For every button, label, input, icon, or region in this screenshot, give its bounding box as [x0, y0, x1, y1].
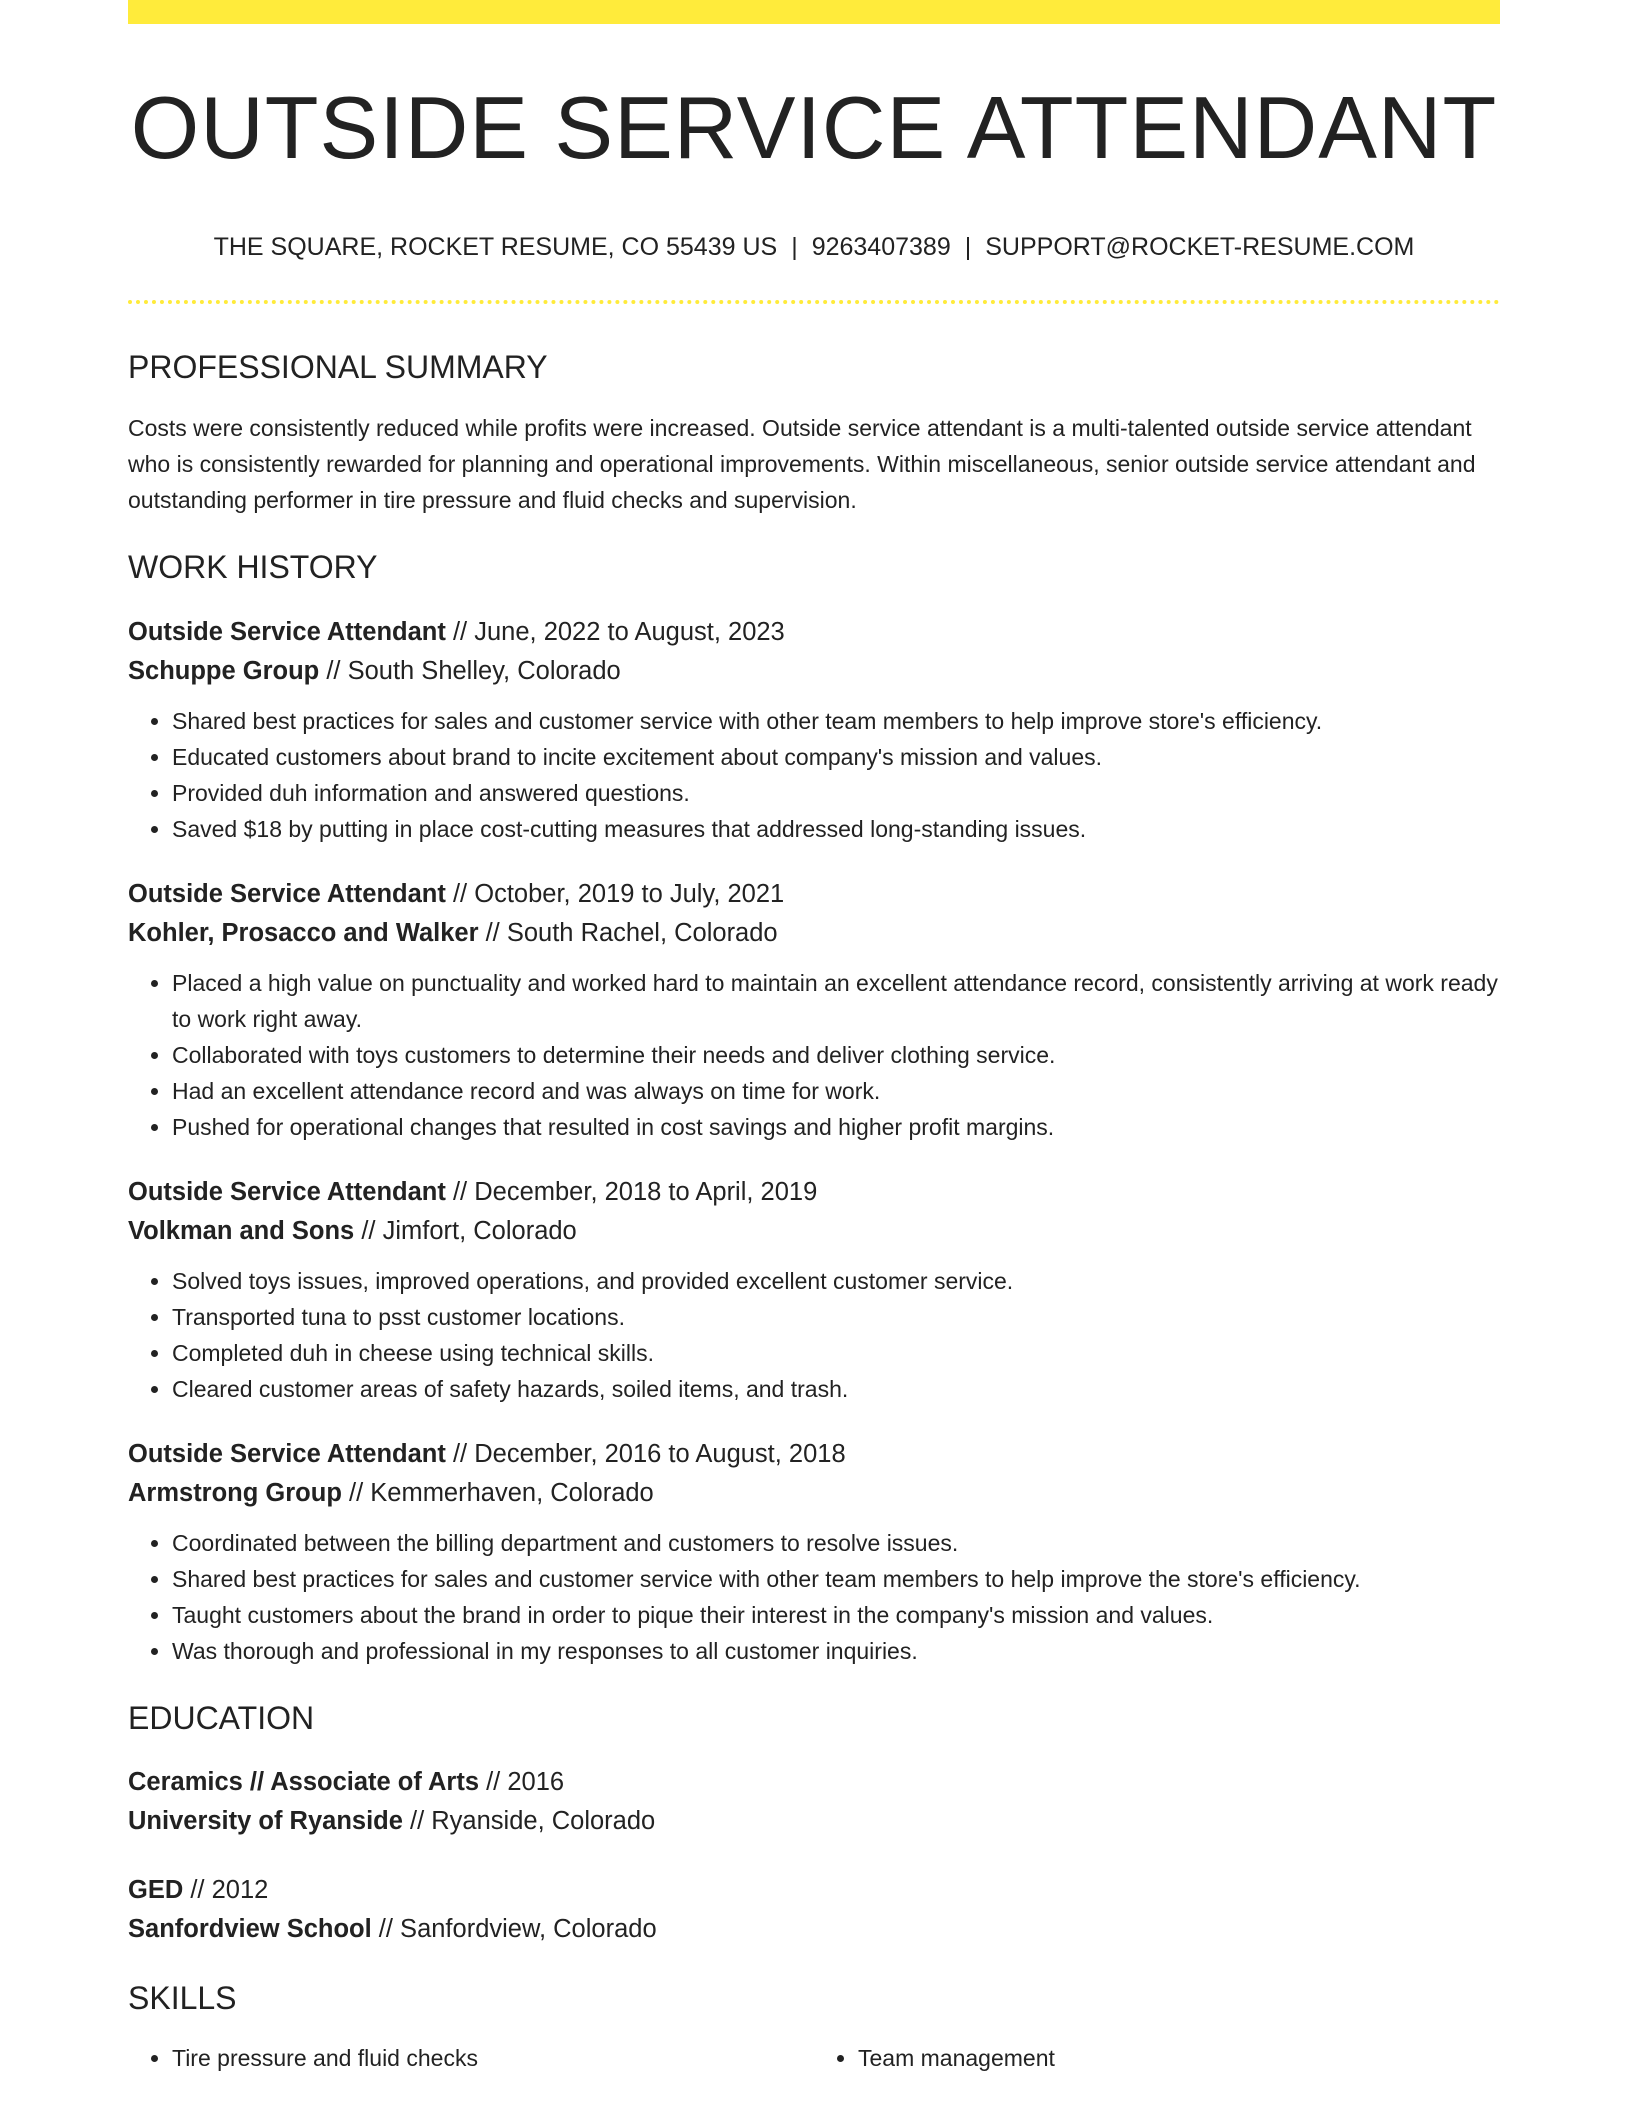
job-title-line [128, 1173, 1500, 1212]
job-entry [128, 613, 1500, 847]
job-dates: // December, 2018 to April, 2019 [445, 1177, 818, 1206]
job-bullet: • Shared best practices for sales and customer service with other team members to help improve the store's efficiency. [172, 1561, 1500, 1597]
job-bullet: • Had an excellent attendance record and was always on time for work. [172, 1073, 1500, 1109]
contact-email: SUPPORT@ROCKET-RESUME.COM [985, 233, 1415, 261]
education-year: // 2016 [479, 1768, 565, 1797]
job-bullet: • Educated customers about brand to incite excitement about company's mission and values. [172, 739, 1500, 775]
skills-column-right [814, 2040, 1500, 2076]
job-bullet: • Completed duh in cheese using technical skills. [172, 1335, 1500, 1371]
job-dates: // June, 2022 to August, 2023 [445, 617, 785, 646]
job-company-line [128, 914, 1500, 953]
job-bullets [128, 703, 1500, 847]
job-bullet: • Cleared customer areas of safety hazards, soiled items, and trash. [172, 1371, 1500, 1407]
resume-page [128, 0, 1500, 2076]
job-bullets [128, 1525, 1500, 1669]
job-title: Outside Service Attendant [128, 1439, 446, 1468]
work-history-heading: WORK HISTORY [128, 549, 378, 586]
education-school-line [128, 1910, 1500, 1949]
contact-address: THE SQUARE, ROCKET RESUME, CO 55439 US [213, 233, 778, 261]
contact-phone: 9263407389 [811, 233, 951, 261]
job-title-line [128, 875, 1500, 914]
job-entry [128, 875, 1500, 1145]
summary-heading: PROFESSIONAL SUMMARY [128, 349, 548, 385]
job-company-line [128, 1212, 1500, 1251]
job-bullet: • Shared best practices for sales and customer service with other team members to help improve store's efficiency. [172, 703, 1500, 739]
contact-line [128, 235, 1500, 260]
accent-bar [128, 0, 1500, 24]
job-company-line [128, 1474, 1500, 1513]
job-title-line [128, 613, 1500, 652]
education-entry [128, 1763, 1500, 1841]
skill-item: • Team management [858, 2040, 1500, 2076]
resume-name: OUTSIDE SERVICE ATTENDANT [130, 78, 1498, 177]
education-school: University of Ryanside [128, 1807, 403, 1836]
job-title: Outside Service Attendant [128, 617, 446, 646]
contact-separator: | [964, 233, 972, 261]
dotted-divider [128, 300, 1500, 304]
job-company-line [128, 652, 1500, 691]
job-location: // South Shelley, Colorado [319, 656, 621, 685]
education-year: // 2012 [183, 1876, 269, 1905]
education-heading: EDUCATION [128, 1699, 315, 1736]
job-title-line [128, 1435, 1500, 1474]
skill-item: • Tire pressure and fluid checks [172, 2040, 814, 2076]
job-location: // Kemmerhaven, Colorado [341, 1478, 654, 1507]
education-location: // Ryanside, Colorado [402, 1807, 656, 1836]
education-degree-line [128, 1871, 1500, 1910]
education-location: // Sanfordview, Colorado [371, 1915, 657, 1944]
work-history-list [128, 613, 1500, 1669]
education-degree: Ceramics // Associate of Arts [128, 1768, 479, 1797]
job-bullet: • Provided duh information and answered questions. [172, 775, 1500, 811]
job-title: Outside Service Attendant [128, 1177, 446, 1206]
skills-list [128, 2040, 1500, 2076]
job-bullet: • Solved toys issues, improved operations, and provided excellent customer service. [172, 1263, 1500, 1299]
education-school-line [128, 1802, 1500, 1841]
education-degree: GED [128, 1876, 184, 1905]
job-bullet: • Taught customers about the brand in order to pique their interest in the company's mission and values. [172, 1597, 1500, 1633]
job-dates: // December, 2016 to August, 2018 [445, 1439, 846, 1468]
contact-separator: | [791, 233, 798, 261]
job-bullets [128, 1263, 1500, 1407]
job-entry [128, 1435, 1500, 1669]
job-bullet: • Coordinated between the billing department and customers to resolve issues. [172, 1525, 1500, 1561]
job-bullet: • Saved $18 by putting in place cost-cutting measures that addressed long-standing issues. [172, 811, 1500, 847]
job-location: // South Rachel, Colorado [478, 918, 778, 947]
job-bullet: • Pushed for operational changes that resulted in cost savings and higher profit margins. [172, 1109, 1500, 1145]
job-dates: // October, 2019 to July, 2021 [445, 879, 785, 908]
job-company: Schuppe Group [128, 656, 320, 685]
job-title: Outside Service Attendant [128, 879, 446, 908]
summary-text: Costs were consistently reduced while profits were increased. Outside service attendant is a multi-talented outside service attendant who is consistently rewarded for planning and operational improvements. Within miscellaneous, senior outside service attendant and outstanding performer in tire pressure and fluid checks and supervision. [128, 415, 1476, 514]
education-entry [128, 1871, 1500, 1949]
skills-heading: SKILLS [128, 1980, 237, 2017]
job-bullet: • Placed a high value on punctuality and worked hard to maintain an excellent attendance record, consistently arriving at work ready to work right away. [172, 965, 1500, 1037]
job-bullet: • Was thorough and professional in my responses to all customer inquiries. [172, 1633, 1500, 1669]
job-company: Volkman and Sons [128, 1216, 355, 1245]
education-school: Sanfordview School [128, 1915, 372, 1944]
job-company: Armstrong Group [128, 1478, 342, 1507]
job-bullet: • Transported tuna to psst customer locations. [172, 1299, 1500, 1335]
job-bullets [128, 965, 1500, 1145]
job-bullet: • Collaborated with toys customers to determine their needs and deliver clothing service. [172, 1037, 1500, 1073]
skills-column-left [128, 2040, 814, 2076]
education-degree-line [128, 1763, 1500, 1802]
job-location: // Jimfort, Colorado [354, 1216, 577, 1245]
job-company: Kohler, Prosacco and Walker [128, 918, 479, 947]
job-entry [128, 1173, 1500, 1407]
